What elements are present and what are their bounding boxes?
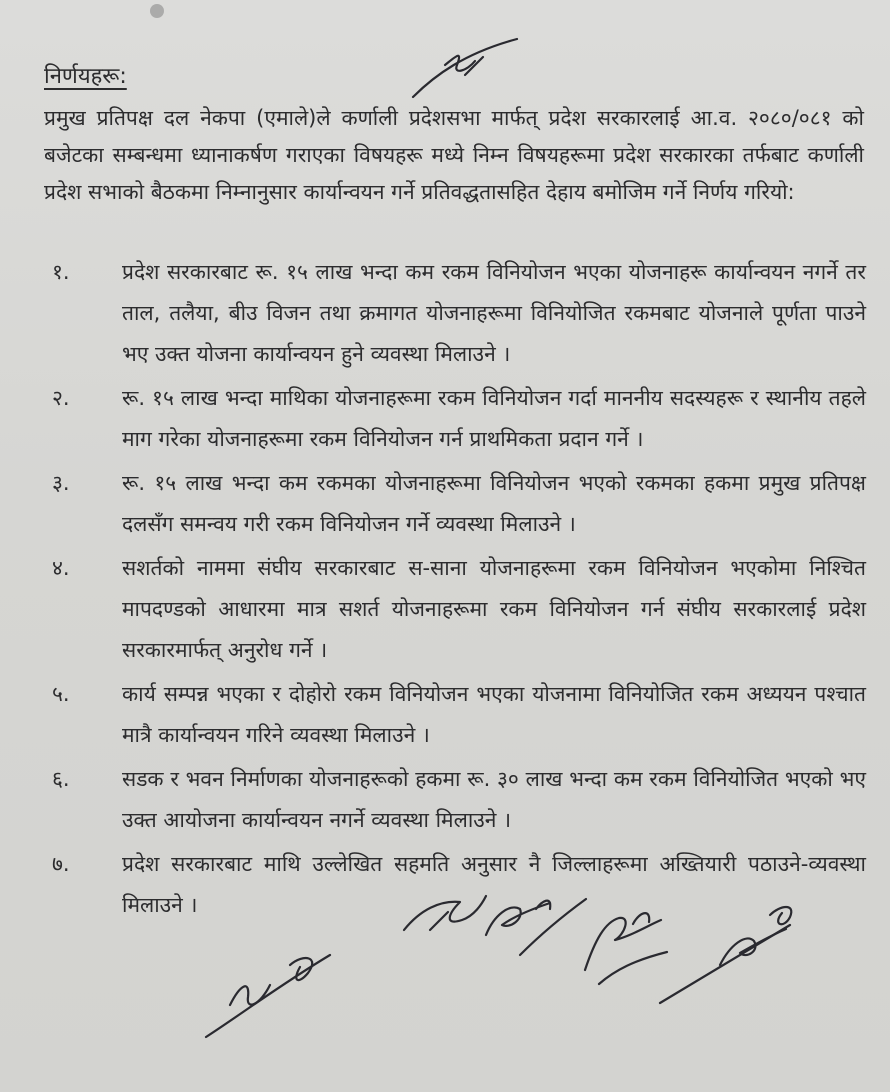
decision-text: सशर्तको नाममा संघीय सरकारबाट स-साना योजनाहरूमा रकम विनियोजन भएकोमा निश्चित मापदण्डको आधारमा मात्र सशर्त योजनाहरूमा रकम विनियोजन गर्न संघीय सरकारलाई प्रदेश सरकारमार्फत् अनुरोध गर्ने । [122, 556, 866, 662]
decision-text: रू. १५ लाख भन्दा माथिका योजनाहरूमा रकम विनियोजन गर्दा माननीय सदस्यहरू र स्थानीय तहले माग गरेका योजनाहरूमा रकम विनियोजन गर्न प्राथमिकता प्रदान गर्ने । [122, 386, 866, 451]
intro-paragraph: प्रमुख प्रतिपक्ष दल नेकपा (एमाले)ले कर्णाली प्रदेशसभा मार्फत् प्रदेश सरकारलाई आ.व. २०८०/०८१ को बजेटका सम्बन्धमा ध्यानाकर्षण गराएका विषयहरू मध्ये निम्न विषयहरूमा प्रदेश सरकारका तर्फबाट कर्णाली प्रदेश सभाको बैठकमा निम्नानुसार कार्यान्वयन गर्ने प्रतिवद्धतासहित देहाय बमोजिम गर्ने निर्णय गरियो: [44, 106, 864, 204]
decision-text: प्रदेश सरकारबाट रू. १५ लाख भन्दा कम रकम विनियोजन भएका योजनाहरू कार्यान्वयन नगर्ने तर ताल, तलैया, बीउ विजन तथा क्रमागत योजनाहरूमा विनियोजित रकमबाट योजनाले पूर्णता पाउने भए उक्त योजना कार्यान्वयन हुने व्यवस्था मिलाउने । [122, 260, 866, 366]
signature-top [405, 35, 525, 105]
decision-list [46, 252, 866, 929]
decision-number: ४. [52, 556, 70, 580]
decision-number: १. [52, 260, 70, 284]
decision-text: रू. १५ लाख भन्दा कम रकमका योजनाहरूमा विनियोजन भएको रकमका हकमा प्रमुख प्रतिपक्ष दलसँग समन्वय गरी रकम विनियोजन गर्ने व्यवस्था मिलाउने । [122, 471, 866, 536]
signature-5 [650, 895, 810, 1015]
decision-text: सडक र भवन निर्माणका योजनाहरूको हकमा रू. ३० लाख भन्दा कम रकम विनियोजित भएको भए उक्त आयोजना कार्यान्वयन नगर्ने व्यवस्था मिलाउने । [122, 767, 866, 832]
signature-3 [480, 885, 590, 965]
paper-speck [150, 4, 164, 18]
decision-item-6 [46, 759, 866, 841]
decision-text: प्रदेश सरकारबाट माथि उल्लेखित सहमति अनुसार नै जिल्लाहरूमा अख्तियारी पठाउने-व्यवस्था मिलाउने । [122, 852, 866, 917]
decision-item-3 [46, 463, 866, 545]
decision-number: ३. [52, 471, 70, 495]
decision-number: ५. [52, 682, 70, 706]
decision-number: ७. [52, 852, 70, 876]
decision-item-4 [46, 548, 866, 671]
decision-item-2 [46, 378, 866, 460]
decision-text: कार्य सम्पन्न भएका र दोहोरो रकम विनियोजन भएका योजनामा विनियोजित रकम अध्ययन पश्चात मात्रै कार्यान्वयन गरिने व्यवस्था मिलाउने । [122, 682, 866, 747]
decision-item-1 [46, 252, 866, 375]
decision-number: ६. [52, 767, 70, 791]
decisions-heading: निर्णयहरू: [44, 64, 127, 89]
signature-1 [200, 945, 340, 1045]
decision-item-5 [46, 674, 866, 756]
signature-2 [400, 890, 490, 950]
decision-number: २. [52, 386, 70, 410]
